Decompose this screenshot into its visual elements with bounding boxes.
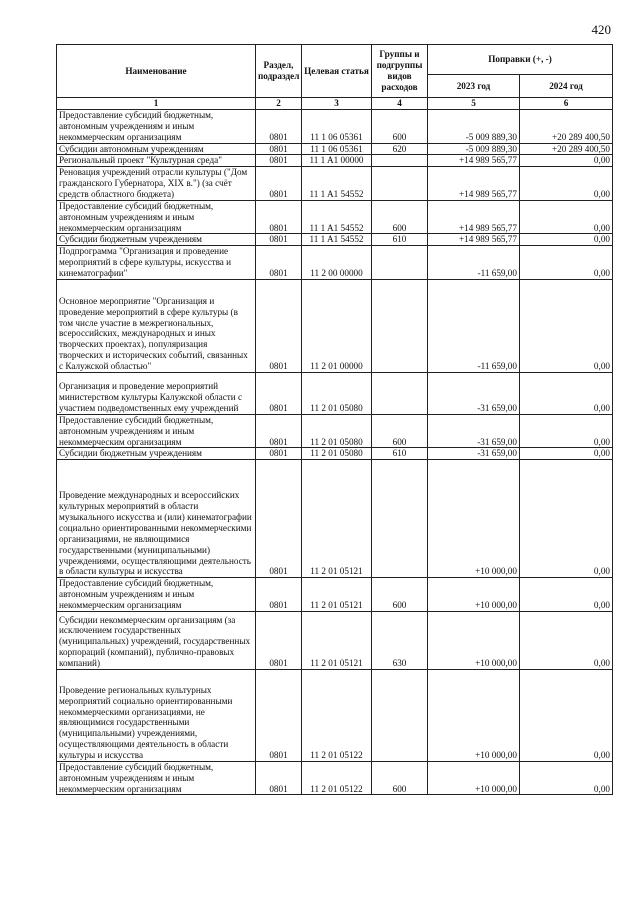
row-amount-2024: 0,00 [520,414,613,448]
row-section: 0801 [256,246,302,280]
row-expense-group: 600 [372,110,428,144]
row-name: Организация и проведение мероприятий министерством культуры Калужской области с участием подведомственных ему учреждений [57,372,256,414]
row-amount-2024: 0,00 [520,200,613,234]
row-amount-2024: 0,00 [520,167,613,201]
row-target-article: 11 2 01 05121 [302,578,372,612]
table-row [57,761,613,795]
table-row [57,167,613,201]
table-row [57,448,613,460]
row-amount-2023: -31 659,00 [428,448,520,460]
row-target-article: 11 1 A1 54552 [302,234,372,246]
row-section: 0801 [256,578,302,612]
table-row [57,611,613,669]
row-target-article: 11 2 01 05080 [302,414,372,448]
row-name: Субсидии бюджетным учреждениям [57,234,256,246]
row-section: 0801 [256,460,302,578]
header-amendments: Поправки (+, -) [428,45,613,75]
row-amount-2023: +14 989 565,77 [428,167,520,201]
row-amount-2024: 0,00 [520,234,613,246]
row-amount-2024: +20 289 400,50 [520,143,613,155]
budget-amendments-table [56,44,613,795]
row-target-article: 11 2 01 05122 [302,669,372,761]
row-name: Субсидии некоммерческим организациям (за исключением государственных (муниципальных) учреждений, государственных корпораций (компаний), публично-правовых компаний) [57,611,256,669]
row-expense-group: 600 [372,414,428,448]
row-name: Реновация учреждений отрасли культуры ("Дом гражданского Губернатора, XIX в.") (за счёт средств областного бюджета) [57,167,256,201]
row-amount-2023: +10 000,00 [428,611,520,669]
row-target-article: 11 2 01 05121 [302,611,372,669]
row-expense-group: 630 [372,611,428,669]
row-section: 0801 [256,448,302,460]
row-amount-2023: +10 000,00 [428,761,520,795]
row-amount-2023: +10 000,00 [428,669,520,761]
column-number: 3 [302,98,372,110]
row-amount-2024: 0,00 [520,448,613,460]
column-number: 4 [372,98,428,110]
row-section: 0801 [256,143,302,155]
row-amount-2023: -5 009 889,30 [428,110,520,144]
column-number: 5 [428,98,520,110]
row-amount-2023: -5 009 889,30 [428,143,520,155]
row-expense-group: 620 [372,143,428,155]
row-expense-group: 600 [372,578,428,612]
row-amount-2023: -31 659,00 [428,414,520,448]
row-amount-2023: +10 000,00 [428,578,520,612]
table-row [57,200,613,234]
row-section: 0801 [256,279,302,372]
row-expense-group: 600 [372,200,428,234]
row-target-article: 11 1 06 05361 [302,110,372,144]
table-row [57,246,613,280]
row-target-article: 11 2 01 00000 [302,279,372,372]
row-amount-2024: 0,00 [520,246,613,280]
table-row [57,460,613,578]
row-expense-group [372,460,428,578]
row-name: Предоставление субсидий бюджетным, автономным учреждениям и иным некоммерческим организациям [57,110,256,144]
row-target-article: 11 2 01 05080 [302,372,372,414]
column-number: 6 [520,98,613,110]
row-target-article: 11 1 06 05361 [302,143,372,155]
row-name: Субсидии автономным учреждениям [57,143,256,155]
row-target-article: 11 1 A1 00000 [302,155,372,167]
table-row [57,372,613,414]
row-amount-2023: -11 659,00 [428,246,520,280]
row-name: Проведение региональных культурных мероприятий социально ориентированными некоммерческими организациями, не являющимися государственными (муниципальными) учреждениями, осуществляющими деятельность в области культуры и искусства [57,669,256,761]
row-amount-2024: 0,00 [520,372,613,414]
row-amount-2024: 0,00 [520,279,613,372]
header-year-2024: 2024 год [520,75,613,98]
row-target-article: 11 2 01 05121 [302,460,372,578]
row-name: Субсидии бюджетным учреждениям [57,448,256,460]
row-target-article: 11 2 00 00000 [302,246,372,280]
row-target-article: 11 1 A1 54552 [302,200,372,234]
column-number-row [57,98,613,110]
row-section: 0801 [256,761,302,795]
row-name: Региональный проект "Культурная среда" [57,155,256,167]
table-row [57,279,613,372]
row-amount-2024: 0,00 [520,460,613,578]
table-row [57,110,613,144]
row-amount-2024: 0,00 [520,578,613,612]
row-amount-2024: 0,00 [520,761,613,795]
table-row [57,414,613,448]
row-section: 0801 [256,611,302,669]
row-target-article: 11 2 01 05080 [302,448,372,460]
row-section: 0801 [256,200,302,234]
row-expense-group [372,669,428,761]
row-name: Проведение международных и всероссийских культурных мероприятий в области музыкального искусства и (или) кинематографии социально ориентированными некоммерческими организациями, не являющимися государственными (муниципальными) учреждениями, осуществляющими деятельность в области культуры и искусства [57,460,256,578]
row-amount-2024: 0,00 [520,611,613,669]
row-name: Предоставление субсидий бюджетным, автономным учреждениям и иным некоммерческим организациям [57,414,256,448]
row-section: 0801 [256,167,302,201]
table-row [57,155,613,167]
row-amount-2023: -31 659,00 [428,372,520,414]
header-year-2023: 2023 год [428,75,520,98]
row-target-article: 11 2 01 05122 [302,761,372,795]
header-name: Наименование [57,45,256,98]
row-amount-2023: +14 989 565,77 [428,200,520,234]
row-expense-group: 610 [372,234,428,246]
row-expense-group [372,279,428,372]
row-expense-group [372,246,428,280]
table-row [57,669,613,761]
row-expense-group: 610 [372,448,428,460]
row-name: Предоставление субсидий бюджетным, автономным учреждениям и иным некоммерческим организациям [57,578,256,612]
table-row [57,143,613,155]
row-expense-group [372,167,428,201]
row-name: Подпрограмма "Организация и проведение мероприятий в сфере культуры, искусства и кинематографии" [57,246,256,280]
row-section: 0801 [256,669,302,761]
row-expense-group [372,372,428,414]
row-section: 0801 [256,110,302,144]
row-expense-group: 600 [372,761,428,795]
row-target-article: 11 1 A1 54552 [302,167,372,201]
column-number: 1 [57,98,256,110]
row-amount-2023: +14 989 565,77 [428,234,520,246]
row-section: 0801 [256,372,302,414]
row-name: Основное мероприятие "Организация и проведение мероприятий в сфере культуры (в том числе участие в межрегиональных, всероссийских, международных и иных творческих проектах), популяризация творческих и исторических событий, связанных с Калужской областью" [57,279,256,372]
row-amount-2024: 0,00 [520,155,613,167]
row-amount-2023: +14 989 565,77 [428,155,520,167]
row-expense-group [372,155,428,167]
row-section: 0801 [256,414,302,448]
table-row [57,234,613,246]
row-name: Предоставление субсидий бюджетным, автономным учреждениям и иным некоммерческим организациям [57,761,256,795]
row-section: 0801 [256,155,302,167]
row-section: 0801 [256,234,302,246]
row-amount-2023: -11 659,00 [428,279,520,372]
page-number: 420 [591,22,611,37]
row-amount-2024: 0,00 [520,669,613,761]
header-target-article: Целевая статья [302,45,372,98]
table-row [57,578,613,612]
row-amount-2024: +20 289 400,50 [520,110,613,144]
header-section: Раздел, подраздел [256,45,302,98]
column-number: 2 [256,98,302,110]
header-expense-groups: Группы и подгруппы видов расходов [372,45,428,98]
row-amount-2023: +10 000,00 [428,460,520,578]
row-name: Предоставление субсидий бюджетным, автономным учреждениям и иным некоммерческим организациям [57,200,256,234]
